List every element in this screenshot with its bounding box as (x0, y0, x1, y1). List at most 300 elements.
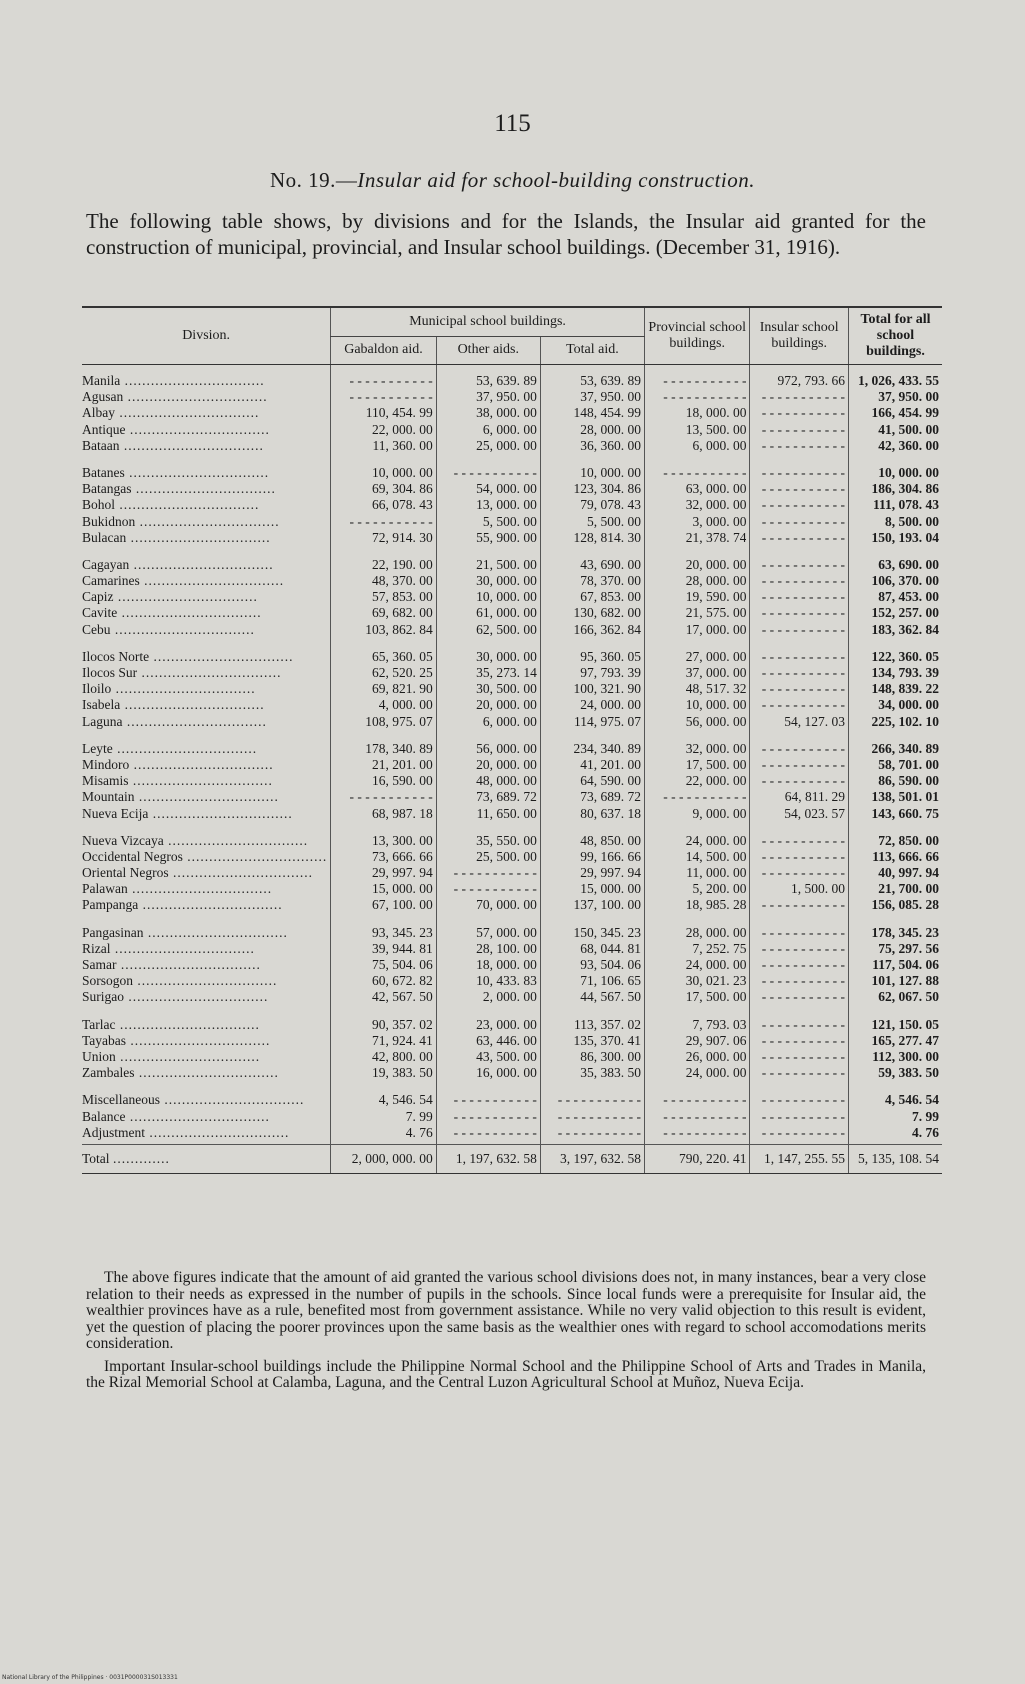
cell-value: 35, 273. 14 (476, 665, 537, 680)
cell-value: 103, 862. 84 (365, 621, 433, 637)
cell-value: 30, 021. 23 (685, 973, 747, 989)
cell-value: 165, 277. 47 (871, 1032, 939, 1048)
column-total-all (848, 825, 942, 917)
column-other (436, 1084, 540, 1144)
cell-value: 69, 682. 00 (371, 605, 433, 621)
cell-value: 18, 985. 28 (685, 897, 747, 913)
division-name: Occidental Negros ................................ (82, 848, 328, 864)
division-group (82, 549, 942, 641)
cell-value: - - - - - - - - - - - (761, 513, 845, 529)
column-insular (750, 825, 848, 917)
cell-value: 166, 454. 99 (871, 405, 939, 421)
cell-value: - - - - - - - - - - - (761, 681, 845, 697)
cell-value: - - - - - - - - - - - (663, 464, 747, 480)
cell-value: 44, 567. 50 (580, 989, 641, 1005)
division-name: Iloilo ................................ (82, 681, 256, 697)
cell-value: 68, 987. 18 (371, 805, 433, 821)
cell-value: 28, 000. 00 (580, 421, 641, 437)
cell-value: 35, 550. 00 (476, 832, 537, 848)
cell-value: 43, 500. 00 (476, 1048, 537, 1064)
note-paragraph: The above figures indicate that the amount of aid granted the various school divisions does not, in many instances, bear a very close relation to their needs as expressed in the number of pupils in the schools. Since local funds were a prerequisite for Insular aid, the wealthier provinces have as a rule, benefited most from government assistance. While no very valid objection to this result is evident, yet the question of placing the poorer provinces upon the same basis as the wealthier ones with regard to school accomodations merits consideration. (86, 1269, 926, 1352)
division-names (82, 457, 331, 549)
cell-value: 135, 370. 41 (573, 1032, 641, 1048)
column-insular (750, 549, 848, 641)
cell-value: 32, 000. 00 (685, 497, 747, 513)
division-name: Tayabas ................................ (82, 1032, 271, 1048)
division-name: Leyte ................................ (82, 740, 258, 756)
cell-value: 29, 997. 94 (580, 865, 641, 881)
cell-value: - - - - - - - - - - - (761, 832, 845, 848)
cell-value: 19, 590. 00 (685, 589, 747, 605)
column-gabaldon (331, 365, 437, 457)
column-total-all (848, 1009, 942, 1085)
header-provincial: Provincial school buildings. (644, 307, 750, 365)
cell-value: 4. 76 (912, 1124, 939, 1140)
total-label: Total ............. (82, 1144, 331, 1173)
cell-value: 106, 370. 00 (871, 573, 939, 589)
division-name: Balance ................................ (82, 1108, 270, 1124)
cell-value: 79, 078. 43 (580, 497, 641, 513)
cell-value: 10, 000. 00 (878, 464, 939, 480)
cell-value: 15, 000. 00 (580, 881, 641, 897)
division-name: Nueva Vizcaya ................................ (82, 832, 309, 848)
cell-value: 10, 000. 00 (580, 464, 641, 480)
division-names (82, 549, 331, 641)
cell-value: - - - - - - - - - - - (453, 1108, 537, 1124)
cell-value: 8, 500. 00 (885, 513, 939, 529)
column-total-aid (540, 733, 644, 825)
cell-value: 66, 078. 43 (371, 497, 433, 513)
cell-value: 64, 811. 29 (784, 789, 845, 805)
column-other (436, 1009, 540, 1085)
division-name: Bukidnon ................................ (82, 513, 280, 529)
cell-value: - - - - - - - - - - - (761, 621, 845, 637)
division-name: Zambales ................................ (82, 1065, 279, 1081)
cell-value: 20, 000. 00 (476, 756, 537, 772)
cell-value: 14, 500. 00 (685, 848, 747, 864)
column-other (436, 641, 540, 733)
cell-value: 166, 362. 84 (573, 621, 641, 637)
cell-value: 41, 500. 00 (878, 421, 939, 437)
division-names (82, 1009, 331, 1085)
cell-value: 6, 000. 00 (692, 437, 747, 453)
column-provincial (644, 1084, 750, 1144)
cell-value: 48, 370. 00 (371, 573, 433, 589)
cell-value: 41, 201. 00 (580, 756, 641, 772)
cell-value: 56, 000. 00 (685, 713, 747, 729)
cell-value: 6, 000. 00 (482, 713, 537, 729)
division-name: Bohol ................................ (82, 497, 260, 513)
cell-value: 9, 000. 00 (692, 805, 747, 821)
column-total-aid (540, 549, 644, 641)
division-names (82, 825, 331, 917)
cell-value: - - - - - - - - - - - (761, 421, 845, 437)
division-name: Cagayan ................................ (82, 556, 274, 572)
cell-value: 186, 304. 86 (871, 481, 939, 497)
cell-value: 58, 701. 00 (878, 756, 939, 772)
cell-value: 110, 454. 99 (365, 405, 433, 421)
cell-value: - - - - - - - - - - - (761, 848, 845, 864)
header-other-aids: Other aids. (436, 336, 540, 364)
column-total-all (848, 457, 942, 549)
cell-value: 55, 900. 00 (476, 529, 537, 545)
note-paragraph: Important Insular-school buildings include the Philippine Normal School and the Philippine School of Arts and Trades in Manila, the Rizal Memorial School at Calamba, Laguna, and the Central Luzon Agricultural School at Muñoz, Nueva Ecija. (86, 1357, 926, 1391)
division-name: Oriental Negros ................................ (82, 865, 313, 881)
cell-value: 56, 000. 00 (476, 740, 537, 756)
column-gabaldon (331, 641, 437, 733)
column-total-aid (540, 825, 644, 917)
cell-value: 37, 950. 00 (476, 389, 537, 405)
cell-value: 60, 672. 82 (371, 973, 433, 989)
cell-value: 90, 357. 02 (371, 1016, 433, 1032)
cell-value: 24, 000. 00 (685, 1065, 747, 1081)
cell-value: - - - - - - - - - - - (761, 924, 845, 940)
cell-value: 29, 907. 06 (685, 1032, 747, 1048)
cell-value: 93, 345. 23 (371, 924, 433, 940)
cell-value: 19, 383. 50 (371, 1065, 433, 1081)
division-group (82, 825, 942, 917)
cell-value: 57, 000. 00 (476, 924, 537, 940)
cell-value: 73, 689. 72 (476, 789, 537, 805)
cell-value: - - - - - - - - - - - (453, 865, 537, 881)
column-gabaldon (331, 917, 437, 1009)
cell-value: - - - - - - - - - - - (663, 389, 747, 405)
cell-value: 4, 000. 00 (378, 697, 433, 713)
cell-value: - - - - - - - - - - - (761, 865, 845, 881)
cell-value: - - - - - - - - - - - (761, 589, 845, 605)
cell-value: 16, 590. 00 (371, 773, 433, 789)
division-name: Batangas ................................ (82, 481, 276, 497)
cell-value: 42, 800. 00 (371, 1048, 433, 1064)
cell-value: 13, 500. 00 (685, 421, 747, 437)
cell-value: - - - - - - - - - - - (453, 464, 537, 480)
cell-value: 112, 300. 00 (872, 1048, 939, 1064)
column-total-all (848, 1084, 942, 1144)
cell-value: - - - - - - - - - - - (557, 1092, 641, 1108)
column-gabaldon (331, 733, 437, 825)
division-name: Sorsogon ................................ (82, 973, 278, 989)
cell-value: 1, 026, 433. 55 (858, 373, 939, 388)
cell-value: 67, 853. 00 (580, 589, 641, 605)
cell-value: - - - - - - - - - - - (761, 497, 845, 513)
column-other (436, 549, 540, 641)
cell-value: 70, 000. 00 (476, 897, 537, 913)
cell-value: 48, 517. 32 (685, 681, 747, 697)
division-name: Isabela ................................ (82, 697, 265, 713)
total-all: 5, 135, 108. 54 (848, 1144, 942, 1173)
cell-value: 54, 023. 57 (784, 805, 845, 821)
division-name: Misamis ................................ (82, 773, 273, 789)
notes-section (86, 1270, 926, 1398)
cell-value: 63, 000. 00 (685, 481, 747, 497)
cell-value: 97, 793. 39 (580, 665, 641, 680)
cell-value: - - - - - - - - - - - (453, 1092, 537, 1108)
cell-value: 17, 000. 00 (685, 621, 747, 637)
column-total-all (848, 733, 942, 825)
cell-value: 7. 99 (405, 1108, 433, 1124)
cell-value: - - - - - - - - - - - (761, 773, 845, 789)
cell-value: 32, 000. 00 (685, 740, 747, 756)
column-total-aid (540, 1009, 644, 1085)
cell-value: 95, 360. 05 (580, 648, 641, 664)
cell-value: 72, 914. 30 (371, 529, 433, 545)
cell-value: 37, 950. 00 (878, 389, 939, 405)
division-name: Miscellaneous ................................ (82, 1092, 305, 1108)
cell-value: - - - - - - - - - - - (761, 529, 845, 545)
cell-value: 29, 997. 94 (371, 865, 433, 881)
column-total-all (848, 549, 942, 641)
cell-value: 37, 950. 00 (580, 389, 641, 405)
cell-value: 266, 340. 89 (871, 740, 939, 756)
cell-value: - - - - - - - - - - - (761, 1092, 845, 1108)
column-insular (750, 733, 848, 825)
cell-value: 10, 000. 00 (371, 464, 433, 480)
cell-value: 148, 454. 99 (573, 405, 641, 421)
cell-value: 24, 000. 00 (580, 697, 641, 713)
school-aid-table (82, 306, 942, 1174)
division-name: Bataan ................................ (82, 437, 264, 453)
division-name: Samar ................................ (82, 957, 261, 972)
cell-value: 134, 793. 39 (871, 665, 939, 680)
cell-value: 48, 000. 00 (476, 773, 537, 789)
cell-value: - - - - - - - - - - - (761, 405, 845, 421)
cell-value: 234, 340. 89 (573, 740, 641, 756)
column-insular (750, 1084, 848, 1144)
division-name: Ilocos Norte ................................ (82, 648, 294, 664)
column-insular (750, 917, 848, 1009)
cell-value: 68, 044. 81 (580, 940, 641, 956)
cell-value: 17, 500. 00 (685, 756, 747, 772)
division-name: Antique ................................ (82, 421, 270, 437)
cell-value: 122, 360. 05 (871, 648, 939, 664)
cell-value: 5, 500. 00 (482, 513, 537, 529)
cell-value: - - - - - - - - - - - (453, 881, 537, 897)
page-number: 115 (494, 110, 531, 137)
division-name: Mountain ................................ (82, 789, 279, 805)
cell-value: 73, 689. 72 (580, 789, 641, 805)
cell-value: - - - - - - - - - - - (761, 973, 845, 989)
cell-value: 69, 304. 86 (371, 481, 433, 497)
cell-value: - - - - - - - - - - - (761, 1108, 845, 1124)
division-name: Surigao ................................ (82, 989, 269, 1005)
cell-value: - - - - - - - - - - - (761, 697, 845, 713)
cell-value: 972, 793. 66 (777, 373, 845, 388)
cell-value: 69, 821. 90 (371, 681, 433, 697)
cell-value: 20, 000. 00 (685, 556, 747, 572)
cell-value: 25, 500. 00 (476, 848, 537, 864)
column-total-aid (540, 1084, 644, 1144)
cell-value: 183, 362. 84 (871, 621, 939, 637)
division-name: Tarlac ................................ (82, 1016, 260, 1032)
cell-value: 100, 321. 90 (573, 681, 641, 697)
cell-value: 137, 100. 00 (573, 897, 641, 913)
cell-value: 42, 360. 00 (878, 437, 939, 453)
column-provincial (644, 733, 750, 825)
header-insular: Insular school buildings. (750, 307, 848, 365)
cell-value: 53, 639. 89 (476, 373, 537, 388)
cell-value: - - - - - - - - - - - (761, 665, 845, 680)
cell-value: 25, 000. 00 (476, 437, 537, 453)
cell-value: 130, 682. 00 (573, 605, 641, 621)
cell-value: 150, 345. 23 (573, 924, 641, 940)
cell-value: 87, 453. 00 (878, 589, 939, 605)
cell-value: 53, 639. 89 (580, 373, 641, 388)
cell-value: 34, 000. 00 (878, 697, 939, 713)
cell-value: 225, 102. 10 (871, 713, 939, 729)
cell-value: 59, 383. 50 (878, 1065, 939, 1081)
cell-value: 27, 000. 00 (685, 648, 747, 664)
cell-value: 73, 666. 66 (371, 848, 433, 864)
cell-value: 178, 340. 89 (365, 740, 433, 756)
division-group (82, 733, 942, 825)
cell-value: 71, 924. 41 (371, 1032, 433, 1048)
cell-value: 24, 000. 00 (685, 832, 747, 848)
cell-value: 123, 304. 86 (573, 481, 641, 497)
column-insular (750, 457, 848, 549)
cell-value: 128, 814. 30 (573, 529, 641, 545)
cell-value: 18, 000. 00 (476, 957, 537, 972)
cell-value: 156, 085. 28 (871, 897, 939, 913)
cell-value: 63, 690. 00 (878, 556, 939, 572)
division-name: Laguna ................................ (82, 713, 267, 729)
cell-value: 148, 839. 22 (871, 681, 939, 697)
column-insular (750, 641, 848, 733)
total-aid: 3, 197, 632. 58 (540, 1144, 644, 1173)
header-division: Divsion. (82, 307, 331, 365)
column-provincial (644, 641, 750, 733)
division-name: Capiz ................................ (82, 589, 258, 605)
column-provincial (644, 457, 750, 549)
cell-value: 64, 590. 00 (580, 773, 641, 789)
cell-value: 71, 106. 65 (580, 973, 641, 989)
cell-value: 75, 297. 56 (878, 940, 939, 956)
header-gabaldon: Gabaldon aid. (331, 336, 437, 364)
division-names (82, 733, 331, 825)
cell-value: - - - - - - - - - - - (761, 573, 845, 589)
cell-value: - - - - - - - - - - - (663, 1092, 747, 1108)
cell-value: - - - - - - - - - - - (761, 989, 845, 1005)
title-prefix: No. 19.— (270, 168, 358, 192)
column-gabaldon (331, 457, 437, 549)
cell-value: - - - - - - - - - - - (761, 556, 845, 572)
cell-value: 101, 127. 88 (871, 973, 939, 989)
cell-value: 30, 000. 00 (476, 648, 537, 664)
cell-value: 61, 000. 00 (476, 605, 537, 621)
division-group (82, 917, 942, 1009)
cell-value: 80, 637. 18 (580, 805, 641, 821)
cell-value: 43, 690. 00 (580, 556, 641, 572)
cell-value: 11, 360. 00 (372, 437, 433, 453)
total-other: 1, 197, 632. 58 (436, 1144, 540, 1173)
cell-value: - - - - - - - - - - - (761, 437, 845, 453)
cell-value: 21, 575. 00 (685, 605, 747, 621)
cell-value: 26, 000. 00 (685, 1048, 747, 1064)
total-gabaldon: 2, 000, 000. 00 (331, 1144, 437, 1173)
cell-value: 121, 150. 05 (871, 1016, 939, 1032)
cell-value: 10, 000. 00 (685, 697, 747, 713)
cell-value: 13, 000. 00 (476, 497, 537, 513)
cell-value: 86, 300. 00 (580, 1048, 641, 1064)
division-name: Albay ................................ (82, 405, 260, 421)
table-title (0, 168, 1025, 193)
cell-value: 11, 650. 00 (476, 805, 537, 821)
cell-value: - - - - - - - - - - - (761, 1124, 845, 1140)
column-provincial (644, 825, 750, 917)
division-group (82, 641, 942, 733)
division-name: Cebu ................................ (82, 621, 255, 637)
cell-value: 21, 700. 00 (878, 881, 939, 897)
cell-value: - - - - - - - - - - - (761, 464, 845, 480)
cell-value: 5, 500. 00 (586, 513, 641, 529)
division-name: Adjustment ................................ (82, 1124, 290, 1140)
cell-value: - - - - - - - - - - - (761, 1048, 845, 1064)
column-provincial (644, 1009, 750, 1085)
cell-value: 67, 100. 00 (371, 897, 433, 913)
cell-value: 62, 067. 50 (878, 989, 939, 1005)
cell-value: - - - - - - - - - - - (349, 789, 433, 805)
cell-value: - - - - - - - - - - - (453, 1124, 537, 1140)
division-name: Batanes ................................ (82, 464, 270, 480)
cell-value: 63, 446. 00 (476, 1032, 537, 1048)
cell-value: 22, 000. 00 (685, 773, 747, 789)
cell-value: - - - - - - - - - - - (663, 1108, 747, 1124)
cell-value: 113, 357. 02 (573, 1016, 641, 1032)
cell-value: 4. 76 (405, 1124, 433, 1140)
division-names (82, 641, 331, 733)
column-other (436, 825, 540, 917)
cell-value: 2, 000. 00 (482, 989, 537, 1005)
column-total-all (848, 365, 942, 457)
column-provincial (644, 917, 750, 1009)
cell-value: 152, 257. 00 (871, 605, 939, 621)
division-name: Rizal ................................ (82, 940, 255, 956)
cell-value: 30, 500. 00 (476, 681, 537, 697)
total-row (82, 1144, 942, 1173)
cell-value: 113, 666. 66 (872, 848, 939, 864)
column-insular (750, 1009, 848, 1085)
column-gabaldon (331, 1084, 437, 1144)
column-total-all (848, 641, 942, 733)
cell-value: 28, 100. 00 (476, 940, 537, 956)
cell-value: 22, 190. 00 (371, 556, 433, 572)
division-name: Camarines ................................ (82, 573, 285, 589)
division-name: Pampanga ................................ (82, 897, 283, 913)
cell-value: 114, 975. 07 (573, 713, 641, 729)
cell-value: 99, 166. 66 (580, 848, 641, 864)
cell-value: - - - - - - - - - - - (557, 1124, 641, 1140)
title-italic: Insular aid for school-building construction. (357, 168, 755, 192)
cell-value: - - - - - - - - - - - (761, 389, 845, 405)
cell-value: 10, 000. 00 (476, 589, 537, 605)
cell-value: - - - - - - - - - - - (761, 756, 845, 772)
column-total-aid (540, 917, 644, 1009)
column-other (436, 733, 540, 825)
total-insular: 1, 147, 255. 55 (750, 1144, 848, 1173)
cell-value: - - - - - - - - - - - (761, 605, 845, 621)
division-name: Pangasinan ................................ (82, 924, 288, 940)
cell-value: 178, 345. 23 (871, 924, 939, 940)
cell-value: - - - - - - - - - - - (761, 940, 845, 956)
cell-value: 7, 793. 03 (692, 1016, 747, 1032)
cell-value: 75, 504. 06 (371, 957, 433, 972)
column-total-all (848, 917, 942, 1009)
division-name: Ilocos Sur ................................ (82, 665, 282, 680)
column-gabaldon (331, 549, 437, 641)
cell-value: 57, 853. 00 (371, 589, 433, 605)
cell-value: - - - - - - - - - - - (663, 1124, 747, 1140)
column-provincial (644, 365, 750, 457)
cell-value: - - - - - - - - - - - (349, 513, 433, 529)
